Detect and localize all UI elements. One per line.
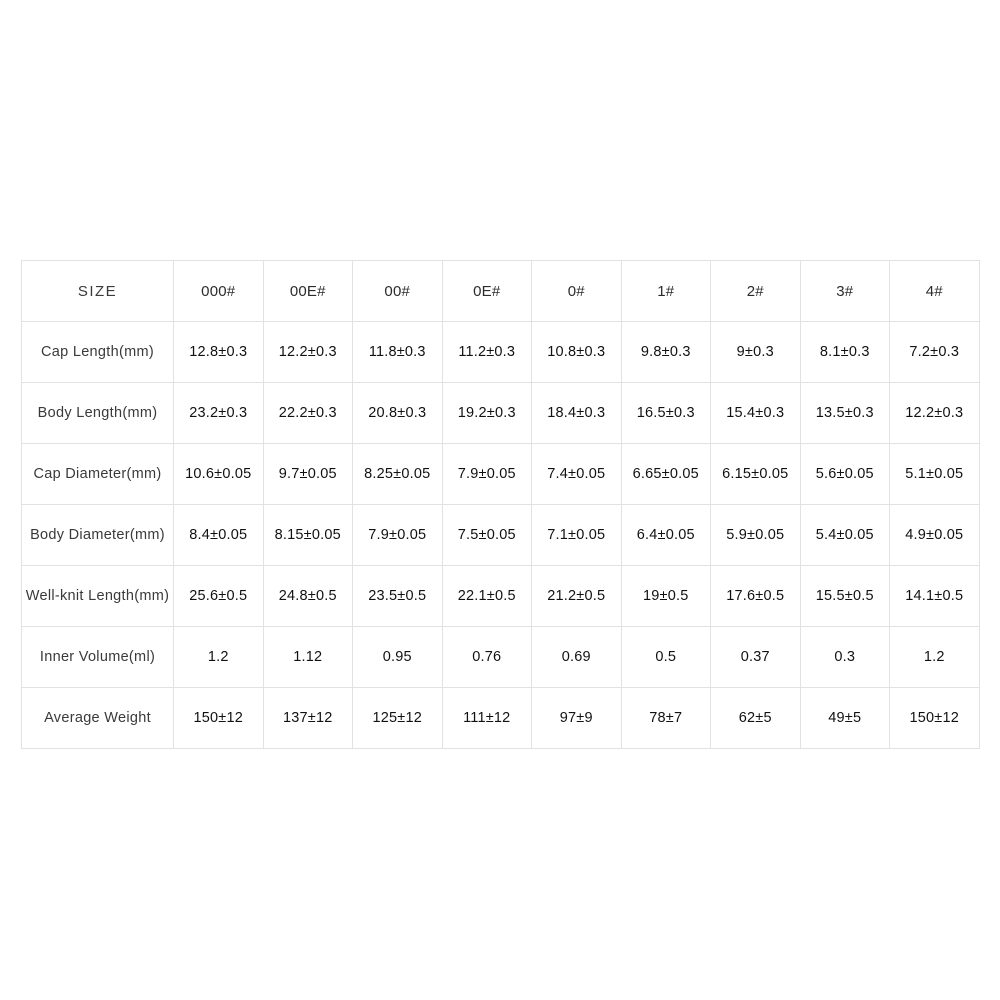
table-header	[22, 261, 980, 322]
cell: 5.9±0.05	[711, 505, 801, 566]
row-label-well-knit-length: Well-knit Length(mm)	[22, 566, 174, 627]
cell: 18.4±0.3	[532, 383, 622, 444]
cell: 125±12	[353, 688, 443, 749]
cell: 6.4±0.05	[621, 505, 711, 566]
table-body	[22, 322, 980, 749]
row-label-average-weight: Average Weight	[22, 688, 174, 749]
cell: 1.2	[890, 627, 980, 688]
cell: 22.1±0.5	[442, 566, 532, 627]
cell: 23.5±0.5	[353, 566, 443, 627]
cell: 19±0.5	[621, 566, 711, 627]
row-label-inner-volume: Inner Volume(ml)	[22, 627, 174, 688]
cell: 9.8±0.3	[621, 322, 711, 383]
cell: 7.9±0.05	[353, 505, 443, 566]
column-header-3: 3#	[800, 261, 890, 322]
table-row	[22, 505, 980, 566]
cell: 5.4±0.05	[800, 505, 890, 566]
cell: 1.12	[263, 627, 353, 688]
cell: 12.8±0.3	[174, 322, 264, 383]
column-header-1: 1#	[621, 261, 711, 322]
table-corner-label: SIZE	[22, 261, 174, 322]
row-label-cap-diameter: Cap Diameter(mm)	[22, 444, 174, 505]
cell: 7.2±0.3	[890, 322, 980, 383]
specification-table	[21, 260, 980, 749]
cell: 12.2±0.3	[263, 322, 353, 383]
cell: 21.2±0.5	[532, 566, 622, 627]
cell: 7.4±0.05	[532, 444, 622, 505]
table-row	[22, 566, 980, 627]
cell: 0.69	[532, 627, 622, 688]
row-label-cap-length: Cap Length(mm)	[22, 322, 174, 383]
cell: 1.2	[174, 627, 264, 688]
cell: 20.8±0.3	[353, 383, 443, 444]
cell: 13.5±0.3	[800, 383, 890, 444]
cell: 10.8±0.3	[532, 322, 622, 383]
cell: 15.4±0.3	[711, 383, 801, 444]
column-header-0: 0#	[532, 261, 622, 322]
cell: 8.25±0.05	[353, 444, 443, 505]
cell: 111±12	[442, 688, 532, 749]
cell: 97±9	[532, 688, 622, 749]
cell: 7.9±0.05	[442, 444, 532, 505]
cell: 0.5	[621, 627, 711, 688]
cell: 16.5±0.3	[621, 383, 711, 444]
column-header-4: 4#	[890, 261, 980, 322]
column-header-00: 00#	[353, 261, 443, 322]
cell: 7.1±0.05	[532, 505, 622, 566]
specification-table-container	[21, 260, 979, 749]
cell: 14.1±0.5	[890, 566, 980, 627]
column-header-00e: 00E#	[263, 261, 353, 322]
cell: 9±0.3	[711, 322, 801, 383]
table-row	[22, 627, 980, 688]
cell: 150±12	[890, 688, 980, 749]
cell: 23.2±0.3	[174, 383, 264, 444]
cell: 0.37	[711, 627, 801, 688]
table-header-row	[22, 261, 980, 322]
cell: 11.8±0.3	[353, 322, 443, 383]
cell: 4.9±0.05	[890, 505, 980, 566]
cell: 0.3	[800, 627, 890, 688]
cell: 8.15±0.05	[263, 505, 353, 566]
cell: 78±7	[621, 688, 711, 749]
cell: 10.6±0.05	[174, 444, 264, 505]
cell: 0.95	[353, 627, 443, 688]
table-row	[22, 322, 980, 383]
cell: 17.6±0.5	[711, 566, 801, 627]
cell: 8.1±0.3	[800, 322, 890, 383]
cell: 12.2±0.3	[890, 383, 980, 444]
cell: 5.6±0.05	[800, 444, 890, 505]
cell: 19.2±0.3	[442, 383, 532, 444]
cell: 24.8±0.5	[263, 566, 353, 627]
cell: 150±12	[174, 688, 264, 749]
cell: 7.5±0.05	[442, 505, 532, 566]
cell: 5.1±0.05	[890, 444, 980, 505]
row-label-body-diameter: Body Diameter(mm)	[22, 505, 174, 566]
cell: 11.2±0.3	[442, 322, 532, 383]
cell: 49±5	[800, 688, 890, 749]
cell: 0.76	[442, 627, 532, 688]
table-row	[22, 383, 980, 444]
cell: 25.6±0.5	[174, 566, 264, 627]
cell: 6.15±0.05	[711, 444, 801, 505]
cell: 137±12	[263, 688, 353, 749]
column-header-0e: 0E#	[442, 261, 532, 322]
table-row	[22, 444, 980, 505]
cell: 8.4±0.05	[174, 505, 264, 566]
cell: 9.7±0.05	[263, 444, 353, 505]
cell: 22.2±0.3	[263, 383, 353, 444]
row-label-body-length: Body Length(mm)	[22, 383, 174, 444]
cell: 62±5	[711, 688, 801, 749]
column-header-000: 000#	[174, 261, 264, 322]
cell: 6.65±0.05	[621, 444, 711, 505]
cell: 15.5±0.5	[800, 566, 890, 627]
column-header-2: 2#	[711, 261, 801, 322]
table-row	[22, 688, 980, 749]
